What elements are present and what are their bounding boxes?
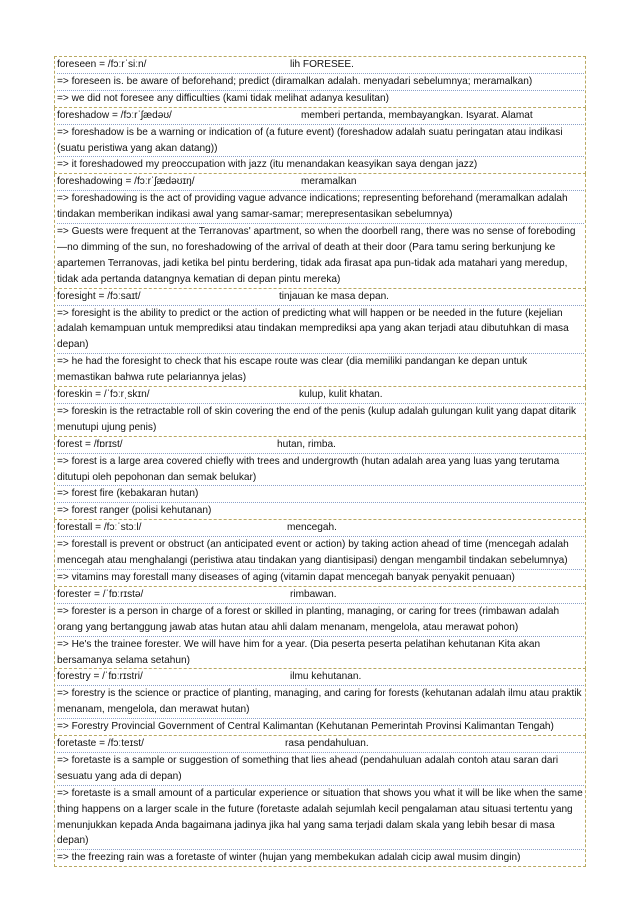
entry-term: forest = /fɒrɪst/ <box>57 438 123 450</box>
entry-term: foreshadowing = /fɔːrˈʃædəʊɪŋ/ <box>57 176 195 188</box>
entry-translation: kulup, kulit khatan. <box>299 389 383 401</box>
entry-term: foretaste = /fɔːteɪst/ <box>57 738 144 750</box>
dictionary-entry <box>54 520 586 587</box>
entry-example: => the freezing rain was a foretaste of winter (hujan yang membekukan adalah cicip awal musim dingin) <box>57 852 521 864</box>
entry-header <box>57 387 584 404</box>
entry-example: => forest ranger (polisi kehutanan) <box>57 505 212 517</box>
entry-definition: => foretaste is a sample or suggestion of something that lies ahead (pendahuluan adalah contoh atau saran dari sesuatu yang ada di depan) <box>57 753 584 786</box>
entry-header <box>57 587 584 604</box>
entry-definition: => forestall is prevent or obstruct (an anticipated event or action) by taking action ahead of time (mencegah adalah mencegah atau menghalangi (peristiwa atau tindakan yang diantisipasi) dengan mengambil tindakan sebelumnya) <box>57 537 584 570</box>
dictionary-entry <box>54 669 586 736</box>
entry-example: => Guests were frequent at the Terranovas' apartment, so when the doorbell rang, there was no sense of foreboding—no dimming of the sun, no foreshadowing of the arrival of death at their door (Para tamu sering berkunjung ke apartemen Terranovas, jadi ketika bel pintu berdering, tidak ada firasat apa pun-tidak ada matahari yang meredup, tidak ada pertanda datangnya kematian di depan pintu mereka) <box>57 226 576 285</box>
entry-term: foreshadow = /fɔːrˈʃædəʊ/ <box>57 109 172 121</box>
entry-header <box>57 174 584 191</box>
entry-example: => He's the trainee forester. We will have him for a year. (Dia peserta peserta pelatihan kehutanan Kita akan bersamanya selama setahun) <box>57 638 541 666</box>
dictionary-entry <box>54 387 586 437</box>
entry-example: => vitamins may forestall many diseases of aging (vitamin dapat mencegah banyak penyakit penuaan) <box>57 571 515 583</box>
entry-definition: => foreshadowing is the act of providing vague advance indications; representing beforehand (meramalkan adalah tindakan memberikan indikasi awal yang samar-samar; merepresentasikan sebelumnya) <box>57 191 584 224</box>
entry-header <box>57 108 584 125</box>
entry-header <box>57 437 584 454</box>
entry-term: foresight = /fɔːsaɪt/ <box>57 290 141 302</box>
entry-translation: memberi pertanda, membayangkan. Isyarat. Alamat <box>301 109 533 121</box>
entry-definition: => foreskin is the retractable roll of skin covering the end of the penis (kulup adalah gulungan kulit yang dapat ditarik menutupi ujung penis) <box>57 405 577 433</box>
dictionary-entry <box>54 56 586 108</box>
entry-term: foreseen = /fɔːrˈsiːn/ <box>57 59 147 70</box>
entry-term: forestall = /fɔːˈstɔːl/ <box>57 522 142 534</box>
entry-definition: => foretaste is a small amount of a particular experience or situation that shows you what it will be like when the same thing happens on a larger scale in the future (foretaste adalah sejumlah kecil pengalaman atau situasi tertentu yang menunjukkan kepada Anda bagaimana jadinya jika hal yang sama terjadi dalam skala yang lebih besar di masa depan) <box>57 786 584 851</box>
entry-example: => we did not foresee any difficulties (kami tidak melihat adanya kesulitan) <box>57 92 389 104</box>
dictionary-entry <box>54 587 586 670</box>
entry-definition: => foreshadow is be a warning or indication of (a future event) (foreshadow adalah suatu peringatan atau indikasi (suatu peristiwa yang akan datang)) <box>57 125 584 158</box>
entry-header <box>57 736 584 753</box>
entry-definition: => forest is a large area covered chiefly with trees and undergrowth (hutan adalah area yang luas yang terutama ditutupi oleh pepohonan dan semak belukar) <box>57 454 584 487</box>
entry-example: => Forestry Provincial Government of Central Kalimantan (Kehutanan Pemerintah Provinsi Kalimantan Tengah) <box>57 721 554 733</box>
entry-translation: ilmu kehutanan. <box>290 671 362 683</box>
dictionary-entry <box>54 437 586 521</box>
entry-term: forester = /ˈfɒːrɪstə/ <box>57 588 144 600</box>
dictionary-entry <box>54 289 586 387</box>
entry-definition: => forester is a person in charge of a forest or skilled in planting, managing, or caring for trees (rimbawan adalah orang yang bertanggung jawab atas hutan atau ahli dalam menanam, mengelola, atau merawat pohon) <box>57 604 584 637</box>
entry-definition: => forestry is the science or practice of planting, managing, and caring for forests (kehutanan adalah ilmu atau praktik menanam, mengelola, dan merawat hutan) <box>57 686 584 719</box>
entry-header <box>57 57 584 74</box>
entry-example: => it foreshadowed my preoccupation with jazz (itu menandakan keasyikan saya dengan jazz) <box>57 159 478 171</box>
entry-header <box>57 669 584 686</box>
entry-definition: => foresight is the ability to predict or the action of predicting what will happen or be needed in the future (kejelian adalah kemampuan untuk memprediksi atau tindakan memprediksi apa yang akan terjadi atau dibutuhkan di masa depan) <box>57 306 584 355</box>
entry-header <box>57 520 584 537</box>
entry-definition: => foreseen is. be aware of beforehand; predict (diramalkan adalah. menyadari sebelumnya; meramalkan) <box>57 74 584 91</box>
entry-translation: hutan, rimba. <box>277 438 336 450</box>
dictionary-entry <box>54 736 586 867</box>
entry-term: foreskin = /ˈfɔːrˌskɪn/ <box>57 389 150 401</box>
entry-example: => forest fire (kebakaran hutan) <box>57 486 584 503</box>
entry-translation: meramalkan <box>301 176 357 188</box>
entry-translation: tinjauan ke masa depan. <box>279 290 389 302</box>
entry-translation: mencegah. <box>287 522 337 534</box>
dictionary-sheet <box>54 56 586 867</box>
dictionary-entry <box>54 174 586 288</box>
entry-translation: rimbawan. <box>290 588 337 600</box>
entry-header <box>57 289 584 306</box>
dictionary-entry <box>54 108 586 175</box>
entry-term: forestry = /ˈfɒːrɪstri/ <box>57 671 143 683</box>
entry-translation: rasa pendahuluan. <box>285 738 369 750</box>
entry-translation: lih FORESEE. <box>290 59 354 70</box>
entry-example: => he had the foresight to check that his escape route was clear (dia memiliki pandangan ke depan untuk memastikan bahwa rute pelariannya jelas) <box>57 356 528 384</box>
